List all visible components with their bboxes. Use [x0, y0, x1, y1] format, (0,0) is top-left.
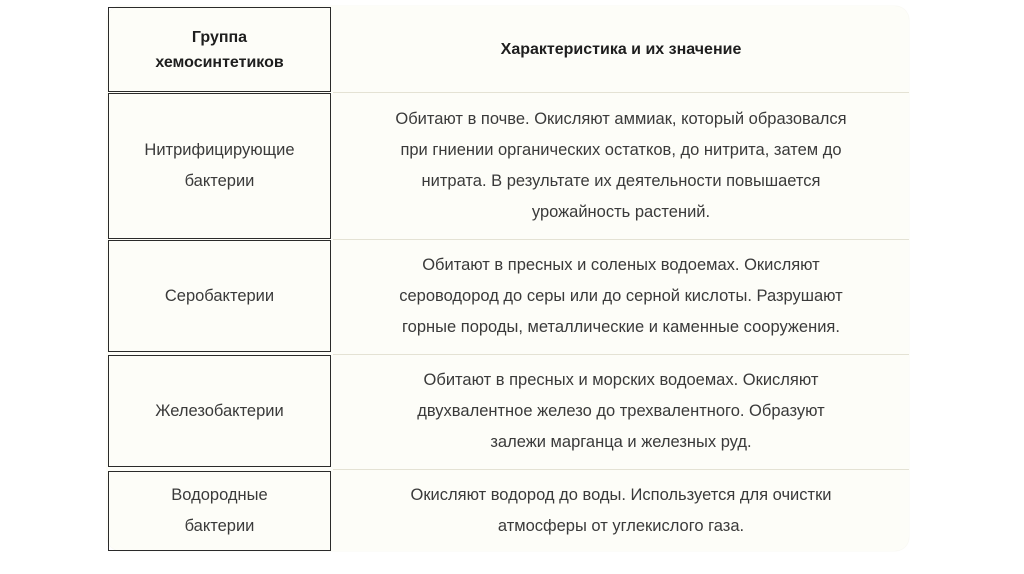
description-cell: Обитают в пресных и соленых водоемах. Окисляют сероводород до серы или до серной кислоты. Разрушают горные породы, металлические и каменные сооружения. — [399, 255, 843, 336]
table-header-row — [107, 6, 909, 92]
table-row — [107, 240, 909, 352]
group-cell: Железобактерии — [108, 355, 331, 467]
group-cell: Водородные бактерии — [108, 471, 331, 551]
description-cell: Обитают в пресных и морских водоемах. Окисляют двухвалентное железо до трехвалентного. Образуют залежи марганца и железных руд. — [417, 370, 825, 451]
header-group-cell: Группа хемосинтетиков — [108, 7, 331, 92]
description-cell: Обитают в почве. Окисляют аммиак, который образовался при гниении органических остатков, до нитрита, затем до нитрата. В результате их деятельности повышается урожайность растений. — [395, 110, 847, 221]
group-cell: Серобактерии — [108, 240, 331, 352]
description-cell: Окисляют водород до воды. Используется для очистки атмосферы от углекислого газа. — [410, 486, 832, 535]
table-row — [107, 471, 909, 551]
row-divider — [333, 469, 909, 470]
table-card — [107, 6, 909, 551]
group-cell: Нитрифицирующие бактерии — [108, 93, 331, 239]
table-row — [107, 355, 909, 467]
header-description-cell: Характеристика и их значение — [500, 40, 742, 58]
table-row — [107, 93, 909, 239]
